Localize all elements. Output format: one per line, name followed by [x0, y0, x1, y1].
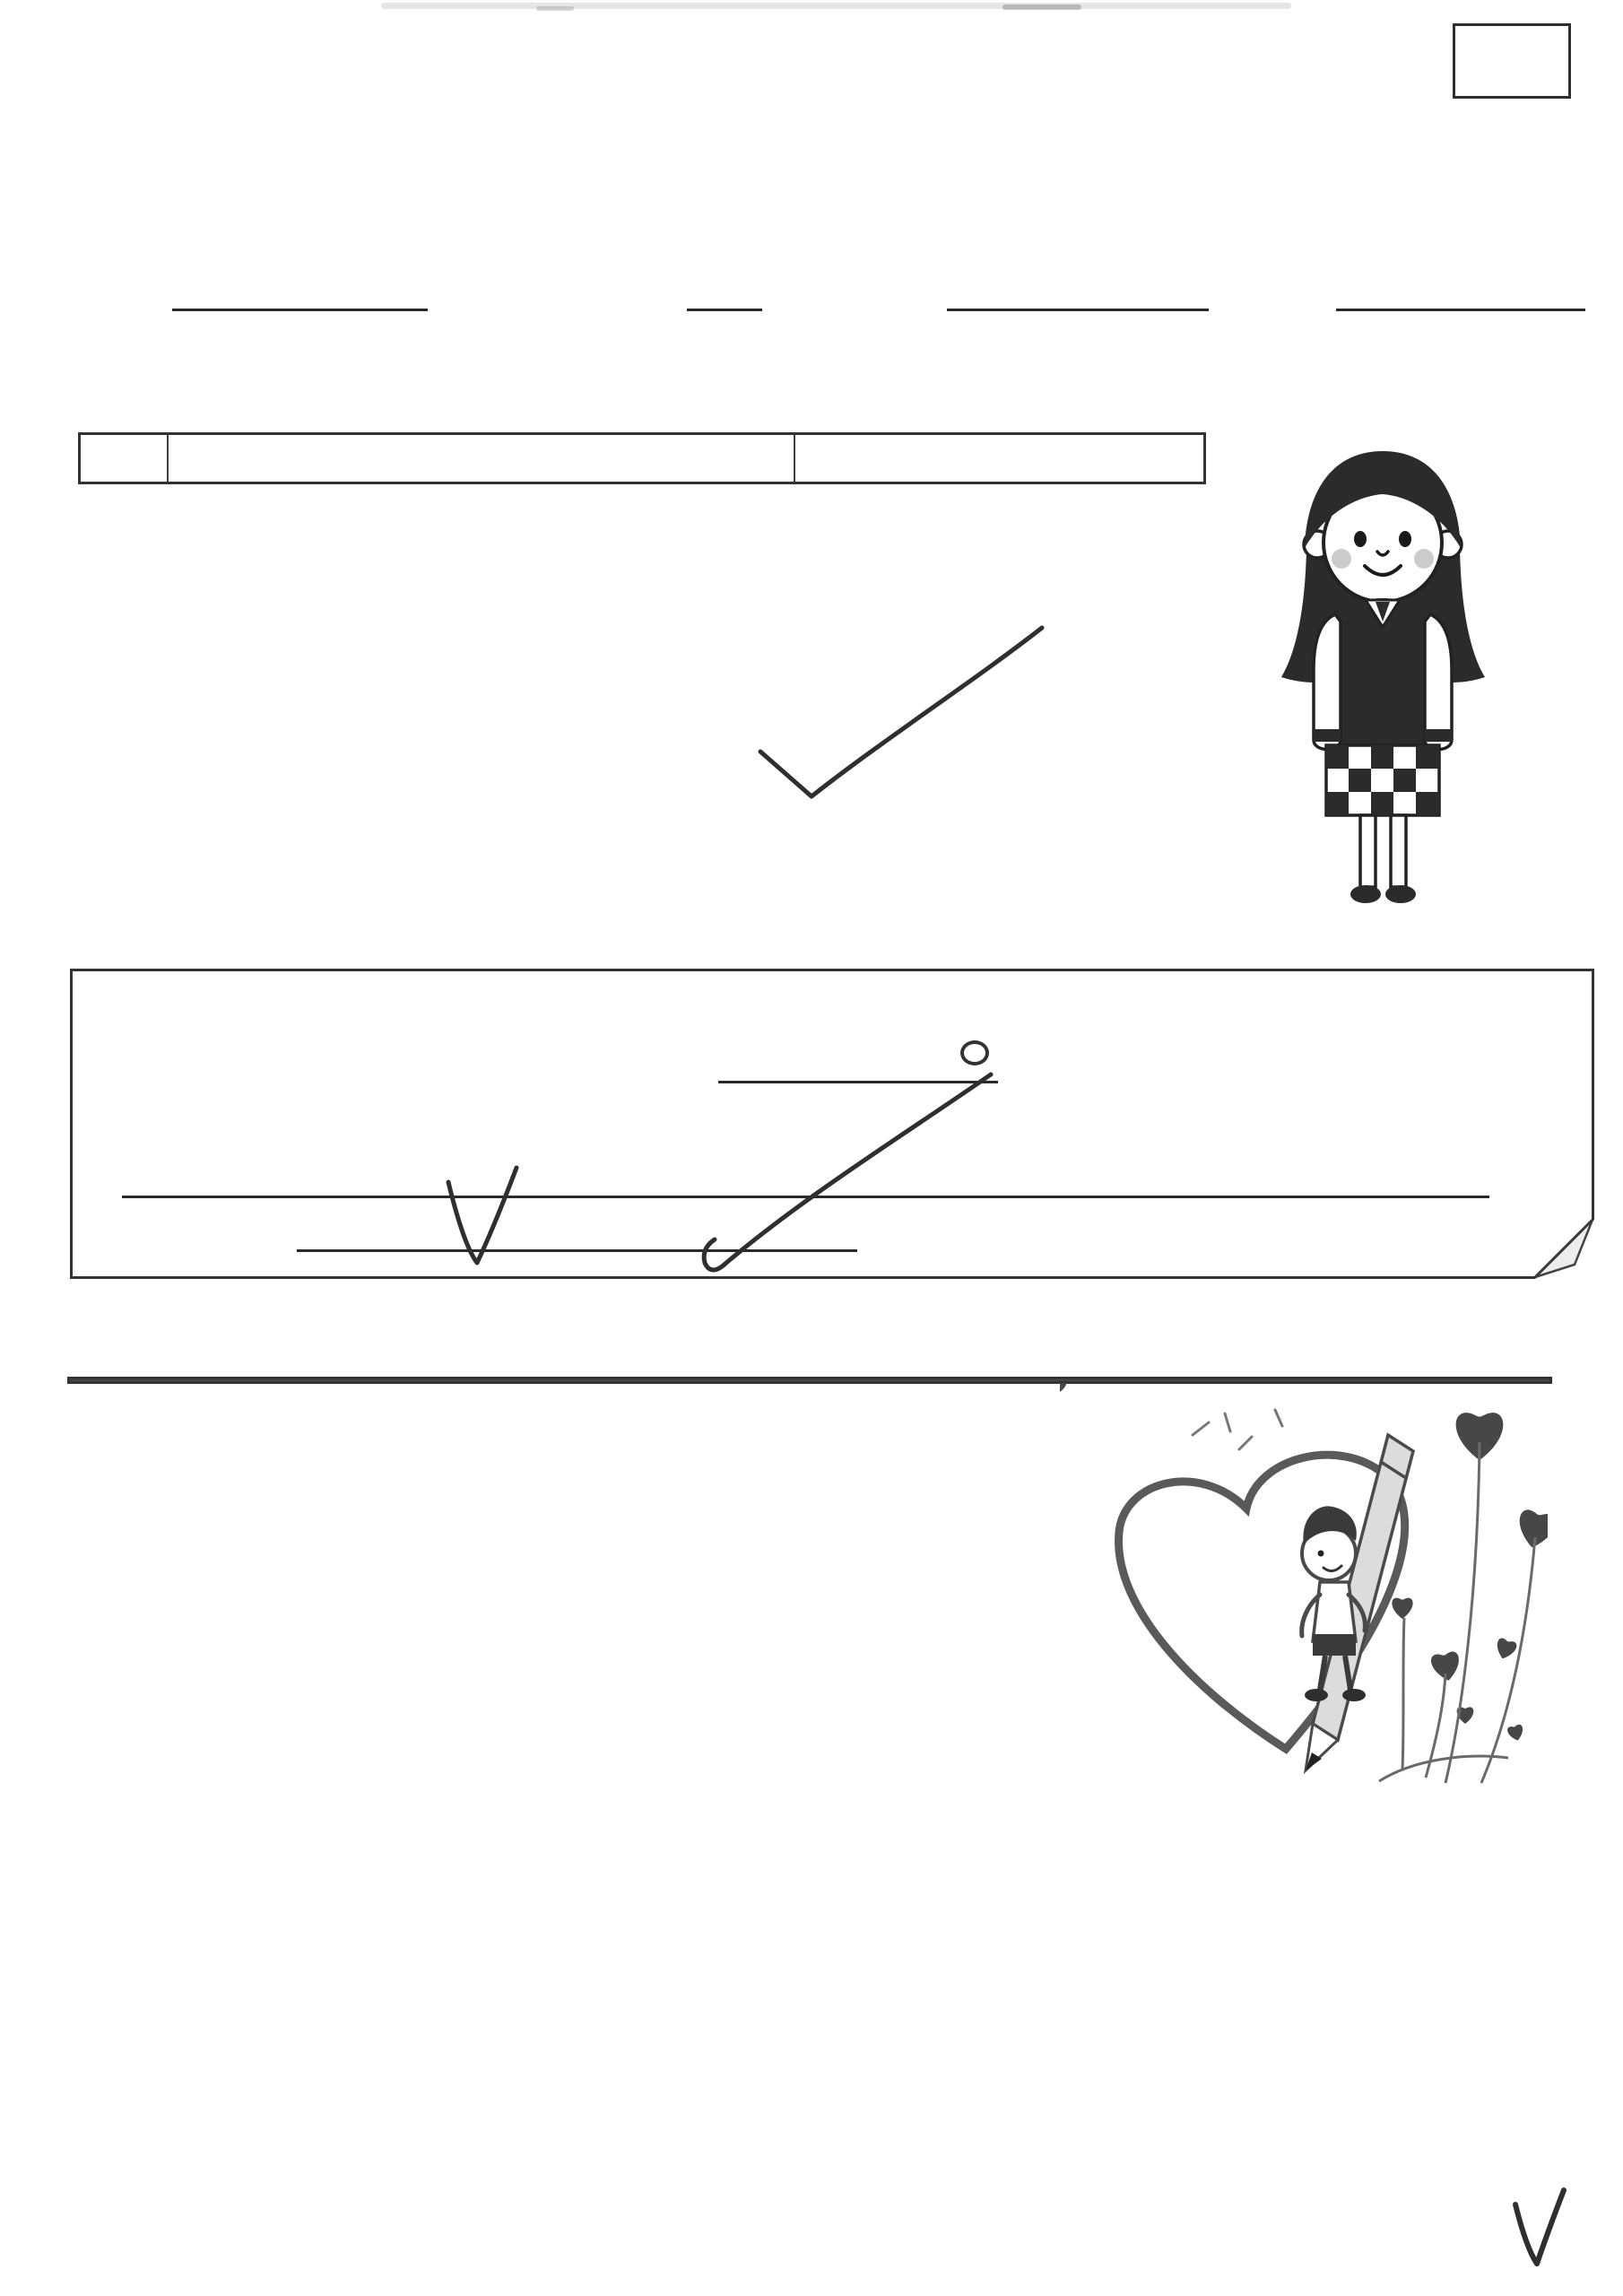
scan-artifact	[536, 6, 574, 11]
illustration-caption	[1072, 1792, 1081, 1834]
girl-drawing-icon	[1278, 444, 1488, 910]
reading-heart-drawing-icon	[1060, 1383, 1548, 1788]
q2-industry-blank	[718, 998, 998, 1083]
q1-table	[78, 432, 1206, 484]
class-blank	[687, 262, 762, 311]
circled-word	[960, 1040, 989, 1065]
table-checkmark	[760, 628, 1042, 796]
q2-box	[70, 969, 1594, 1279]
date-blank	[947, 262, 1209, 311]
class-code-box	[1453, 23, 1571, 99]
dogear-fold-icon	[1523, 1207, 1594, 1279]
header-cell-title	[167, 435, 794, 482]
header-cell-empty	[81, 435, 167, 482]
girl-illustration	[1278, 444, 1488, 910]
score-blank	[1336, 262, 1585, 311]
header-cell-industry	[794, 435, 1203, 482]
q2-after-blank	[966, 1027, 984, 1065]
q3-grid-bottom	[70, 1379, 1549, 1381]
margin-note-checkmark	[1515, 2190, 1564, 2264]
q2-author-blank	[297, 1178, 857, 1252]
name-blank	[172, 262, 428, 311]
scan-artifact	[1002, 4, 1081, 10]
scan-artifact	[381, 3, 1291, 9]
q1-table-header	[81, 435, 1203, 482]
heart-illustration	[1060, 1383, 1548, 1788]
